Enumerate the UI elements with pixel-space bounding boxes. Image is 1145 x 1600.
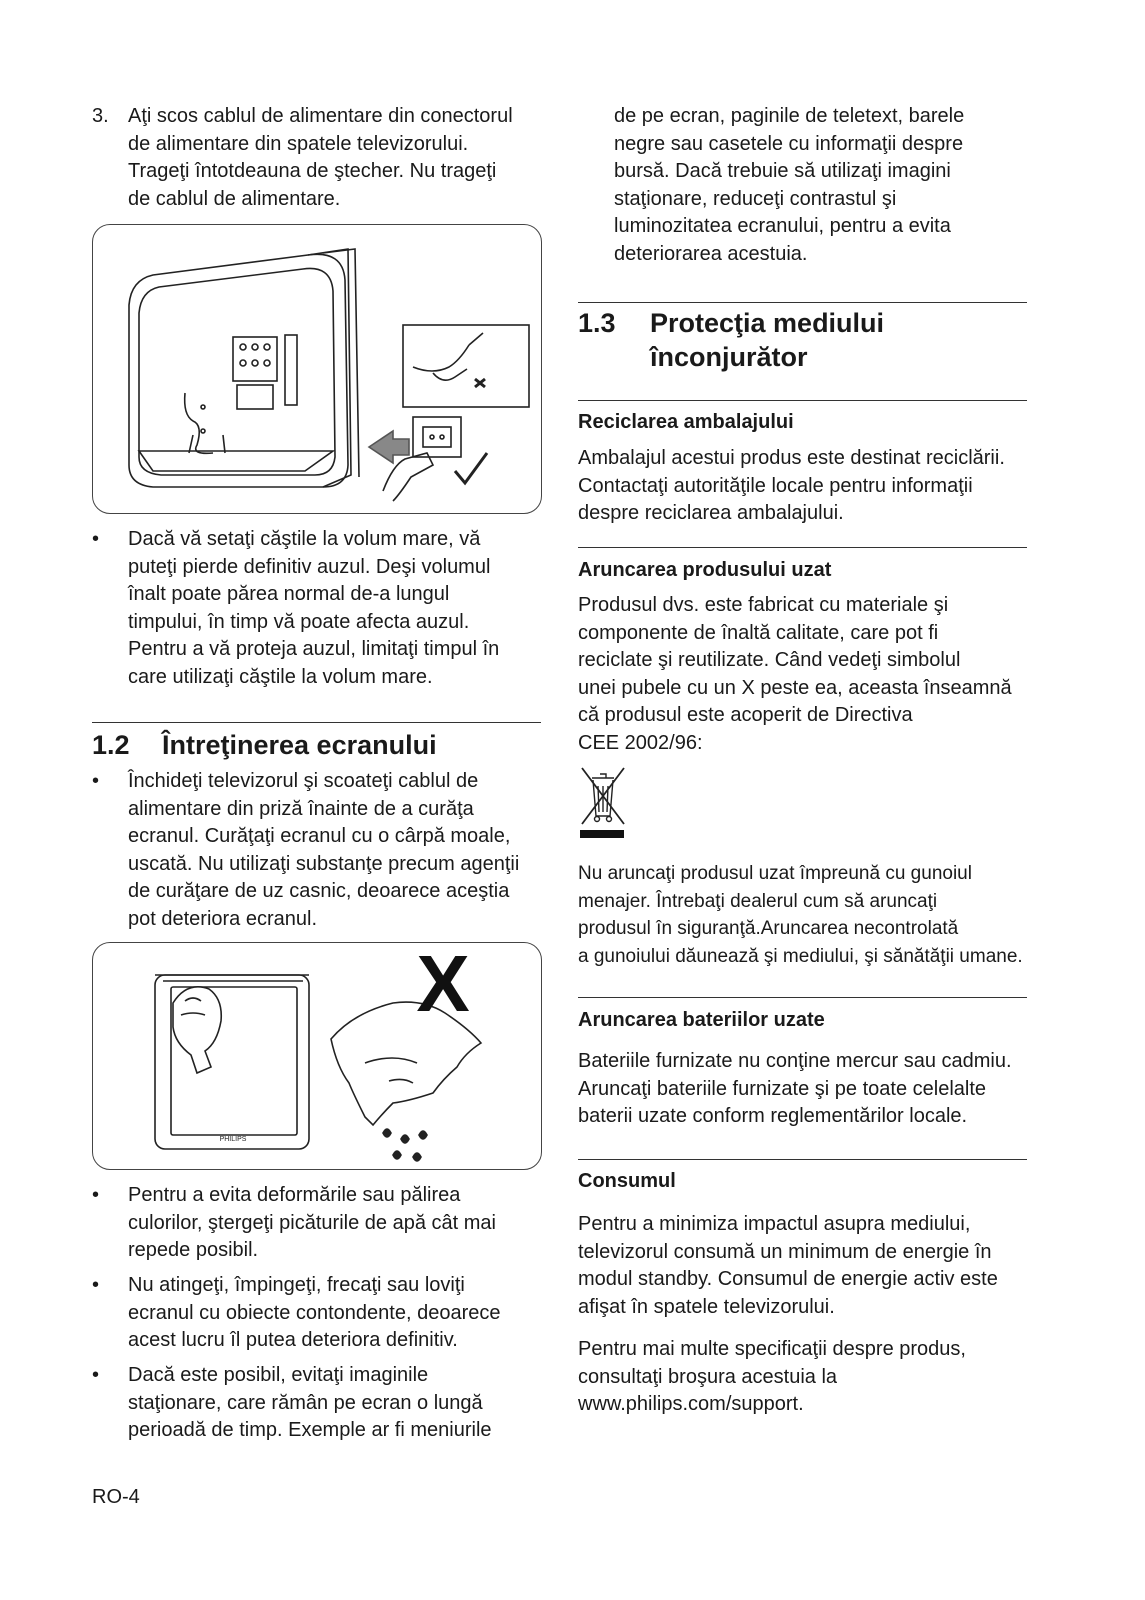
text-line: Nu atingeţi, împingeţi, frecaţi sau loviţi xyxy=(128,1274,465,1296)
subsection-divider xyxy=(578,1159,1027,1160)
text-line: a gunoiului dăunează şi mediului, şi sănătăţii umane. xyxy=(578,945,1023,967)
recycling-heading: Reciclarea ambalajului xyxy=(578,411,794,433)
title-line: Protecţia mediului xyxy=(650,308,885,338)
text-line: ecranul. Curăţaţi ecranul cu o cârpă moale, xyxy=(128,825,511,847)
text-line: Aţi scos cablul de alimentare din conectorul xyxy=(128,105,513,127)
consumption-more-info xyxy=(578,1336,1038,1419)
text-line: televizorul consumă un minimum de energie în xyxy=(578,1240,992,1263)
text-line: Pentru mai multe specificaţii despre produs, xyxy=(578,1338,966,1360)
text-line: acest lucru îl putea deteriora definitiv. xyxy=(128,1329,458,1351)
text-line: Pentru a minimiza impactul asupra mediului, xyxy=(578,1213,971,1235)
text-line: Ambalajul acestui produs este destinat reciclării. xyxy=(578,447,1005,469)
text-line: reciclate şi reutilizate. Când vedeţi simbolul xyxy=(578,649,961,671)
text-line: culorilor, ştergeţi picăturile de apă cât mai xyxy=(128,1211,496,1234)
text-line: Produsul dvs. este fabricat cu materiale şi xyxy=(578,594,949,616)
text-line: menajer. Întrebaţi dealerul cum să aruncaţi xyxy=(578,890,938,912)
text-line: staţionare, reduceţi contrastul şi xyxy=(614,187,897,210)
section-number: 1.2 xyxy=(92,730,130,760)
cleaning-illustration xyxy=(92,942,542,1170)
text-line: componente de înaltă calitate, care pot fi xyxy=(578,621,939,644)
page-number: RO-4 xyxy=(92,1486,140,1508)
recycling-text xyxy=(578,445,1038,528)
disposal-heading: Aruncarea produsului uzat xyxy=(578,559,832,581)
text-line: puteţi pierde definitiv auzul. Deşi volumul xyxy=(128,555,491,578)
text-line: modul standby. Consumul de energie activ este xyxy=(578,1268,998,1290)
bullet-char: • xyxy=(92,770,100,792)
text-line: deteriorarea acestuia. xyxy=(614,242,808,265)
text-line: bursă. Dacă trebuie să utilizaţi imagini xyxy=(614,160,951,182)
text-line: de pe ecran, paginile de teletext, barele xyxy=(614,105,965,127)
text-line: de alimentare din spatele televizorului. xyxy=(128,132,469,155)
text-line: luminozitatea ecranului, pentru a evita xyxy=(614,215,951,237)
consumption-text xyxy=(578,1211,1038,1321)
text-line: afişat în spatele televizorului. xyxy=(578,1295,835,1318)
text-line: Trageţi întotdeauna de ştecher. Nu trageţi xyxy=(128,160,497,182)
text-line: Aruncaţi bateriile furnizate şi pe toate celelalte xyxy=(578,1077,987,1100)
bullet-char: • xyxy=(92,1274,100,1296)
text-line: consultaţi broşura acestuia la xyxy=(578,1365,838,1388)
text-line: de curăţare de uz casnic, deoarece aceştia xyxy=(128,880,510,902)
text-line: Dacă vă setaţi căştile la volum mare, vă xyxy=(128,528,481,550)
section-1-3-heading xyxy=(578,306,1027,372)
disposal-text xyxy=(578,592,1038,757)
text-line: unei pubele cu un X peste ea, aceasta înseamnă xyxy=(578,676,1012,699)
bullet-char: • xyxy=(92,1184,100,1206)
section-1-2-heading xyxy=(92,728,541,762)
text-line: baterii uzate conform reglementărilor locale. xyxy=(578,1105,968,1127)
tv-rear-unplug-icon xyxy=(93,225,541,513)
text-line: staţionare, care rămân pe ecran o lungă xyxy=(128,1391,483,1414)
title-line: înconjurător xyxy=(650,342,808,372)
bullet-char: • xyxy=(92,528,100,550)
text-line: Pentru a vă proteja auzul, limitaţi timpul în xyxy=(128,638,500,660)
subsection-divider xyxy=(578,997,1027,998)
subsection-divider xyxy=(578,400,1027,401)
section-title xyxy=(650,306,884,374)
text-line: care utilizaţi căştile la volum mare. xyxy=(128,665,433,688)
batteries-heading: Aruncarea bateriilor uzate xyxy=(578,1009,825,1031)
step-number: 3. xyxy=(92,105,109,127)
text-line: repede posibil. xyxy=(128,1239,259,1261)
text-line: Închideţi televizorul şi scoateţi cablul de xyxy=(128,770,479,792)
cleaning-screen-icon xyxy=(93,943,541,1169)
bullet-char: • xyxy=(92,1364,100,1386)
disposal-note xyxy=(578,860,1048,970)
text-line: perioadă de timp. Exemple ar fi meniurile xyxy=(128,1419,492,1441)
text-line: timpului, în timp vă poate afecta auzul. xyxy=(128,610,470,633)
section-divider xyxy=(578,302,1027,303)
text-line: negre sau casetele cu informaţii despre xyxy=(614,132,964,155)
text-line: CEE 2002/96: xyxy=(578,731,703,754)
support-url: www.philips.com/support. xyxy=(578,1393,804,1415)
unplug-illustration xyxy=(92,224,542,514)
text-line: Bateriile furnizate nu conţine mercur sau cadmiu. xyxy=(578,1050,1012,1072)
section-title: Întreţinerea ecranului xyxy=(162,730,437,760)
text-line: Contactaţi autorităţile locale pentru informaţii xyxy=(578,474,973,497)
section-number: 1.3 xyxy=(578,308,616,338)
text-line: de cablul de alimentare. xyxy=(128,187,341,210)
crossed-out-bin-icon xyxy=(578,764,628,840)
text-line: Pentru a evita deformările sau pălirea xyxy=(128,1184,461,1206)
batteries-text xyxy=(578,1048,1043,1131)
text-line: pot deteriora ecranul. xyxy=(128,907,318,930)
text-line: despre reciclarea ambalajului. xyxy=(578,502,844,524)
brand-logo: PHILIPS xyxy=(219,1136,247,1143)
text-line: înalt poate părea normal de-a lungul xyxy=(128,583,450,605)
text-line: Nu aruncaţi produsul uzat împreună cu gunoiul xyxy=(578,863,972,884)
text-line: produsul în siguranţă.Aruncarea necontrolată xyxy=(578,918,959,939)
subsection-divider xyxy=(578,547,1027,548)
text-line: Dacă este posibil, evitaţi imaginile xyxy=(128,1364,429,1386)
text-line: ecranul cu obiecte contondente, deoarece xyxy=(128,1301,501,1324)
consumption-heading: Consumul xyxy=(578,1170,676,1192)
text-line: alimentare din priză înainte de a curăţa xyxy=(128,797,474,820)
text-line: că produsul este acoperit de Directiva xyxy=(578,704,913,726)
static-image-continued xyxy=(614,103,1034,268)
section-divider xyxy=(92,722,541,723)
text-line: uscată. Nu utilizaţi substanţe precum agenţii xyxy=(128,852,520,875)
prohibited-mark: X xyxy=(416,943,470,1028)
